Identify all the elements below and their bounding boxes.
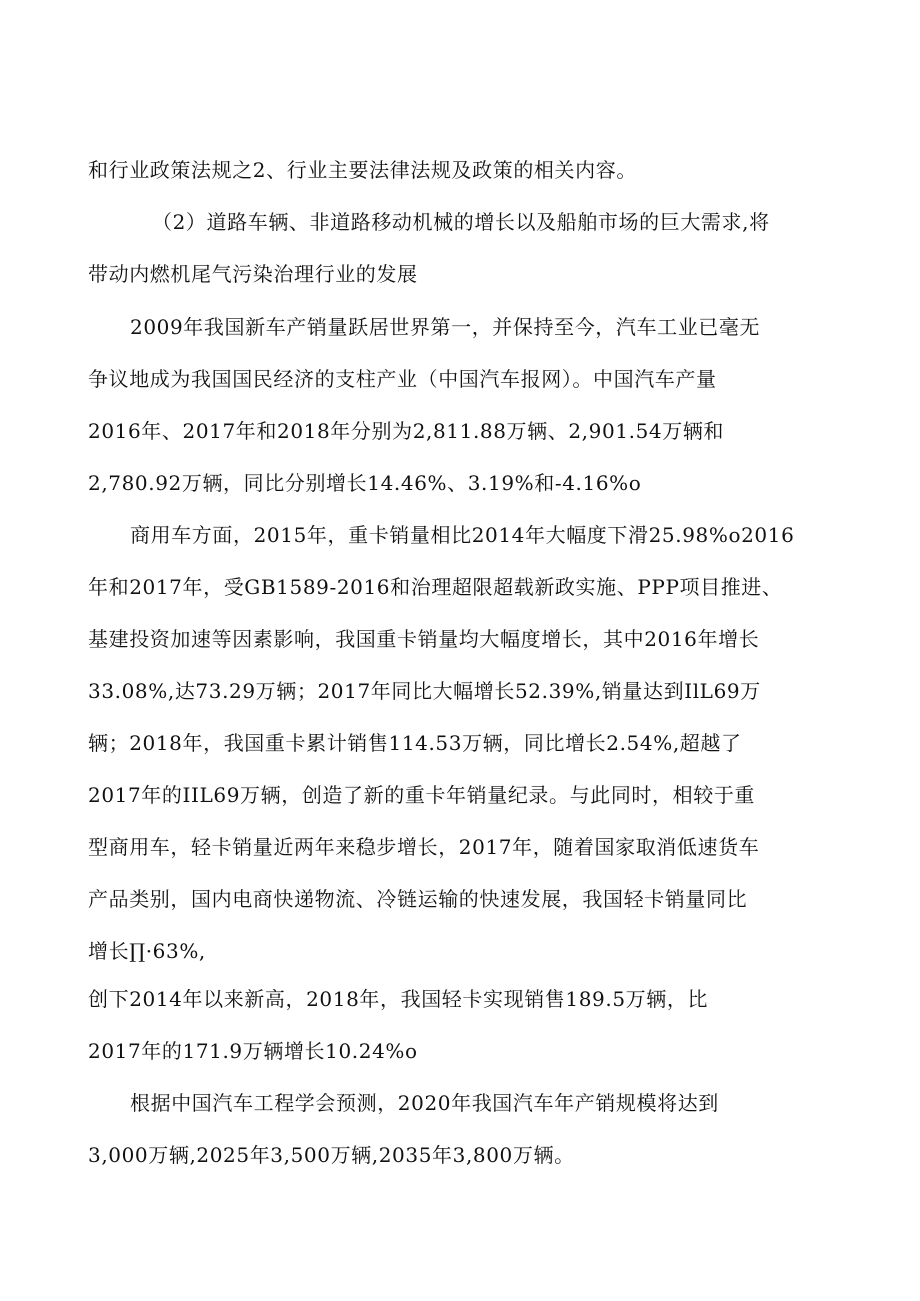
text-line: 2,780.92万辆，同比分别增长14.46%、3.19%和-4.16%o — [88, 471, 642, 495]
section-heading-line: 带动内燃机尾气污染治理行业的发展 — [88, 262, 418, 286]
text-line: 创下2014年以来新高，2018年，我国轻卡实现销售189.5万辆，比 — [88, 987, 709, 1011]
text-line: 产品类别，国内电商快递物流、冷链运输的快速发展，我国轻卡销量同比 — [88, 887, 748, 911]
text-line: 型商用车，轻卡销量近两年来稳步增长，2017年，随着国家取消低速货车 — [88, 835, 760, 859]
text-line: 增长∏·63%, — [88, 939, 206, 963]
text-line: 争议地成为我国国民经济的支柱产业（中国汽车报网）。中国汽车产量 — [88, 367, 717, 391]
text-line: 2017年的IIL69万辆，创造了新的重卡年销量纪录。与此同时，相较于重 — [88, 783, 756, 807]
paragraph-start-line: 2009年我国新车产销量跃居世界第一，并保持至今，汽车工业已毫无 — [130, 315, 761, 339]
section-heading-line: （2）道路车辆、非道路移动机械的增长以及船舶市场的巨大需求,将 — [152, 210, 770, 234]
paragraph-start-line: 商用车方面，2015年，重卡销量相比2014年大幅度下滑25.98%o2016 — [130, 523, 795, 547]
paragraph-start-line: 根据中国汽车工程学会预测，2020年我国汽车年产销规模将达到 — [130, 1091, 719, 1115]
text-line: 3,000万辆,2025年3,500万辆,2035年3,800万辆。 — [88, 1143, 575, 1167]
text-line: 基建投资加速等因素影响，我国重卡销量均大幅度增长，其中2016年增长 — [88, 627, 760, 651]
text-line: 2016年、2017年和2018年分别为2,811.88万辆、2,901.54万辆和 — [88, 419, 725, 443]
text-line: 33.08%,达73.29万辆；2017年同比大幅增长52.39%,销量达到IlL69万 — [88, 679, 761, 703]
text-line: 辆；2018年，我国重卡累计销售114.53万辆，同比增长2.54%,超越了 — [88, 731, 742, 755]
text-line: 2017年的171.9万辆增长10.24%o — [88, 1039, 418, 1063]
text-line: 和行业政策法规之2、行业主要法律法规及政策的相关内容。 — [88, 158, 637, 182]
text-line: 年和2017年，受GB1589-2016和治理超限超载新政实施、PPP项目推进、 — [88, 575, 783, 599]
